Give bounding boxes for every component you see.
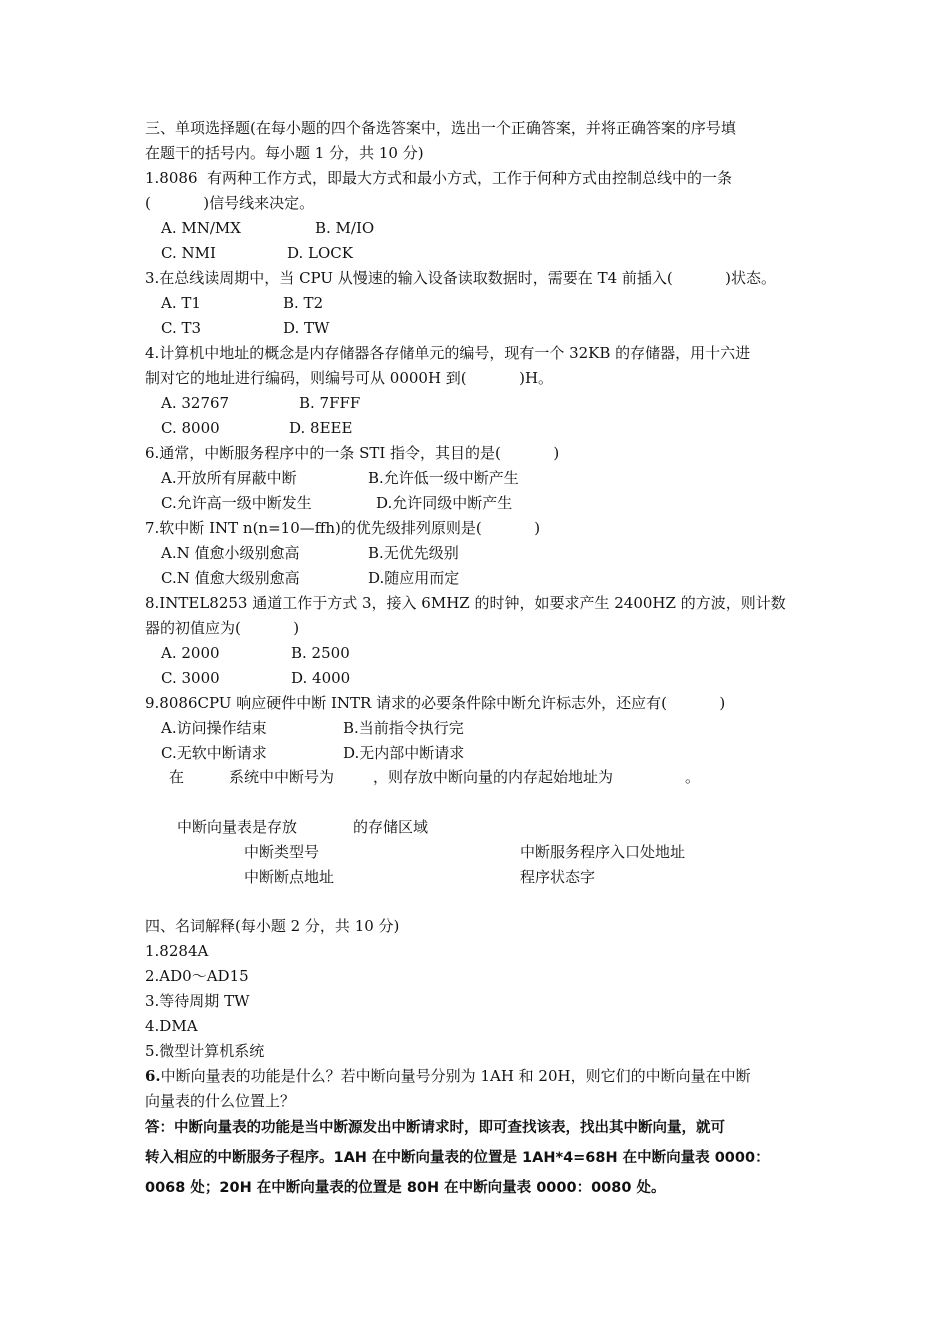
q6-option-c: C.允许高一级中断发生 xyxy=(161,494,312,512)
q1-stem-line-2: ( )信号线来决定。 xyxy=(145,194,315,212)
q1-option-c: C. NMI xyxy=(161,244,216,262)
q6b-stem-line-2: 向量表的什么位置上？ xyxy=(145,1092,296,1110)
q3-option-d: D. TW xyxy=(283,319,330,337)
q3-option-a: A. T1 xyxy=(161,294,201,312)
q7-option-d: D.随应用而定 xyxy=(368,569,460,587)
answer-line-2: 转入相应的中断服务子程序。1AH 在中断向量表的位置是 1AH*4=68H 在中断向量表 0000： xyxy=(145,1150,770,1166)
q8-stem-line-2: 器的初值应为( ) xyxy=(145,619,300,637)
section-3-title-line-2: 在题干的括号内。每小题 1 分，共 10 分) xyxy=(145,144,424,162)
q1-option-b: B. M/IO xyxy=(315,219,375,237)
q6b-text: 中断向量表的功能是什么？若中断向量号分别为 1AH 和 20H，则它们的中断向量在中断 xyxy=(160,1067,751,1085)
q11-option-c: 中断断点地址 xyxy=(244,868,335,886)
term-item: 5.微型计算机系统 xyxy=(145,1042,265,1060)
q3-option-b: B. T2 xyxy=(283,294,324,312)
q6-option-a: A.开放所有屏蔽中断 xyxy=(161,469,297,487)
q10-stem-part-4: 。 xyxy=(685,768,701,786)
section-4-title: 四、名词解释(每小题 2 分，共 10 分) xyxy=(145,917,400,935)
q8-option-c: C. 3000 xyxy=(161,669,220,687)
q10-stem-part-3: ，则存放中断向量的内存起始地址为 xyxy=(373,768,614,786)
q6b-stem-line-1 xyxy=(145,1066,751,1086)
q1-stem-line-1: 1.8086 有两种工作方式，即最大方式和最小方式，工作于何种方式由控制总线中的一条 xyxy=(145,169,733,187)
term-item: 2.AD0～AD15 xyxy=(145,967,249,985)
term-item: 4.DMA xyxy=(145,1017,198,1035)
q11-option-a: 中断类型号 xyxy=(244,843,320,861)
q9-option-b: B.当前指令执行完 xyxy=(343,719,464,737)
q3-stem-line-1: 3.在总线读周期中，当 CPU 从慢速的输入设备读取数据时，需要在 T4 前插入( )状态。 xyxy=(145,269,777,287)
q4-option-d: D. 8EEE xyxy=(289,419,353,437)
term-item: 3.等待周期 TW xyxy=(145,992,250,1010)
q4-stem-line-1: 4.计算机中地址的概念是内存储器各存储单元的编号，现有一个 32KB 的存储器，用十六进 xyxy=(145,344,751,362)
answer-line-3: 0068 处；20H 在中断向量表的位置是 80H 在中断向量表 0000：0080 处。 xyxy=(145,1180,666,1196)
q9-option-d: D.无内部中断请求 xyxy=(343,744,465,762)
q11-option-d: 程序状态字 xyxy=(520,868,596,886)
q8-option-b: B. 2500 xyxy=(291,644,350,662)
section-3-title-line-1: 三、单项选择题(在每小题的四个备选答案中，选出一个正确答案，并将正确答案的序号填 xyxy=(145,119,736,137)
q4-stem-line-2: 制对它的地址进行编码，则编号可从 0000H 到( )H。 xyxy=(145,369,554,387)
q8-stem-line-1: 8.INTEL8253 通道工作于方式 3，接入 6MHZ 的时钟，如要求产生 2400HZ 的方波，则计数 xyxy=(145,594,786,612)
q3-option-c: C. T3 xyxy=(161,319,202,337)
q8-option-a: A. 2000 xyxy=(161,644,220,662)
q11-stem-part-1: 中断向量表是存放 xyxy=(177,818,298,836)
q1-option-d: D. LOCK xyxy=(287,244,353,262)
q7-stem-line-1: 7.软中断 INT n(n=10—ffh)的优先级排列原则是( ) xyxy=(145,519,541,537)
q7-option-a: A.N 值愈小级别愈高 xyxy=(161,544,300,562)
q7-option-b: B.无优先级别 xyxy=(368,544,459,562)
q6-option-b: B.允许低一级中断产生 xyxy=(368,469,519,487)
q6-option-d: D.允许同级中断产生 xyxy=(376,494,513,512)
q11-stem-part-2: 的存储区域 xyxy=(353,818,429,836)
answer-line-1: 答：中断向量表的功能是当中断源发出中断请求时，即可查找该表，找出其中断向量，就可 xyxy=(145,1120,725,1136)
q4-option-a: A. 32767 xyxy=(161,394,230,412)
q10-stem-part-1: 在 xyxy=(169,768,185,786)
q10-stem-part-2: 系统中中断号为 xyxy=(229,768,335,786)
q4-option-c: C. 8000 xyxy=(161,419,220,437)
q8-option-d: D. 4000 xyxy=(291,669,351,687)
q6-stem-line-1: 6.通常，中断服务程序中的一条 STI 指令，其目的是( ) xyxy=(145,444,560,462)
q9-stem-line-1: 9.8086CPU 响应硬件中断 INTR 请求的必要条件除中断允许标志外，还应有( ) xyxy=(145,694,726,712)
q9-option-a: A.访问操作结束 xyxy=(161,719,267,737)
q4-option-b: B. 7FFF xyxy=(299,394,361,412)
q6b-number: 6. xyxy=(145,1067,161,1085)
q9-option-c: C.无软中断请求 xyxy=(161,744,267,762)
q1-option-a: A. MN/MX xyxy=(161,219,241,237)
term-item: 1.8284A xyxy=(145,942,209,960)
q7-option-c: C.N 值愈大级别愈高 xyxy=(161,569,300,587)
q11-option-b: 中断服务程序入口处地址 xyxy=(520,843,686,861)
